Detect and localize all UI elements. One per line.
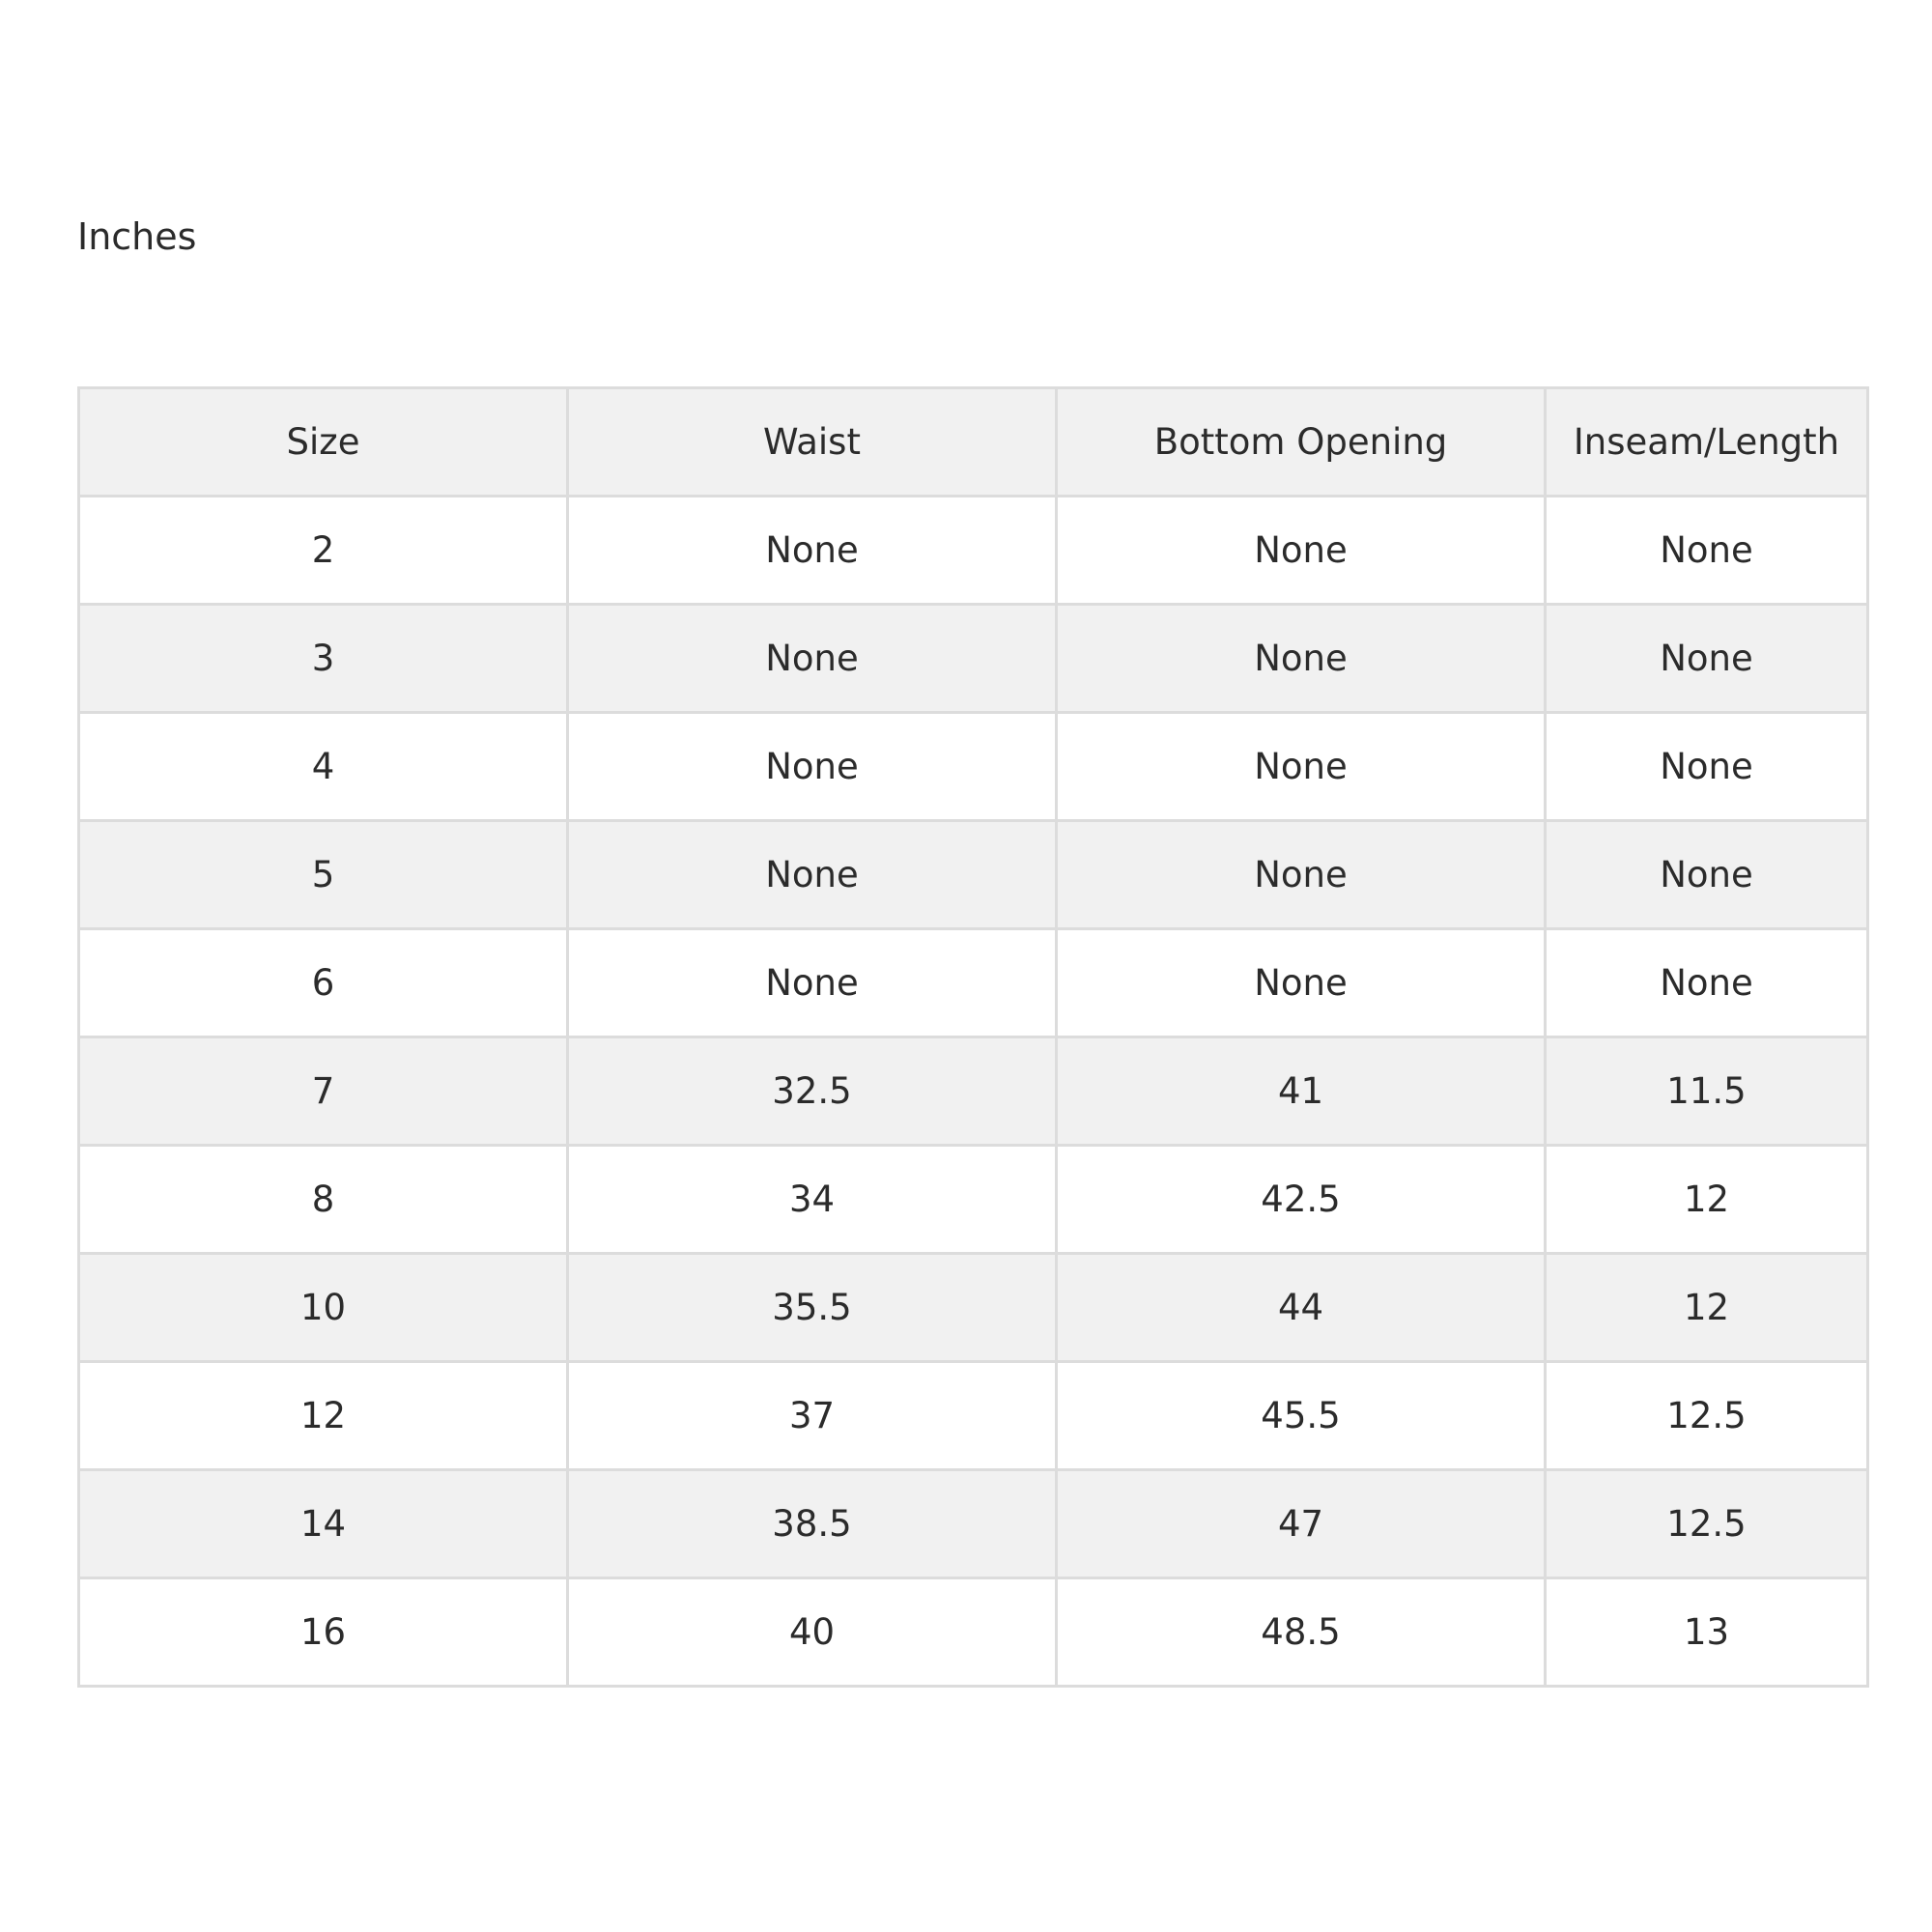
- cell-size: 12: [79, 1362, 568, 1470]
- table-header: [79, 388, 1868, 497]
- table-row: [79, 497, 1868, 605]
- cell-inseam-length: None: [1546, 497, 1868, 605]
- cell-bottom-opening: 45.5: [1057, 1362, 1546, 1470]
- unit-label: Inches: [77, 215, 197, 258]
- cell-bottom-opening: None: [1057, 497, 1546, 605]
- cell-size: 8: [79, 1146, 568, 1254]
- table-row: [79, 1362, 1868, 1470]
- table-row: [79, 713, 1868, 821]
- cell-bottom-opening: 44: [1057, 1254, 1546, 1362]
- cell-size: 3: [79, 605, 568, 713]
- cell-bottom-opening: 41: [1057, 1037, 1546, 1146]
- header-bottom-opening: Bottom Opening: [1057, 388, 1546, 497]
- cell-bottom-opening: 47: [1057, 1470, 1546, 1578]
- cell-waist: None: [568, 497, 1057, 605]
- table-row: [79, 1037, 1868, 1146]
- cell-waist: 32.5: [568, 1037, 1057, 1146]
- cell-size: 4: [79, 713, 568, 821]
- cell-bottom-opening: None: [1057, 605, 1546, 713]
- header-size: Size: [79, 388, 568, 497]
- cell-inseam-length: 11.5: [1546, 1037, 1868, 1146]
- cell-waist: None: [568, 713, 1057, 821]
- cell-size: 16: [79, 1578, 568, 1687]
- cell-bottom-opening: None: [1057, 821, 1546, 929]
- cell-size: 5: [79, 821, 568, 929]
- cell-size: 10: [79, 1254, 568, 1362]
- cell-size: 14: [79, 1470, 568, 1578]
- table-row: [79, 1146, 1868, 1254]
- header-inseam-length: Inseam/Length: [1546, 388, 1868, 497]
- table-row: [79, 1470, 1868, 1578]
- table-row: [79, 929, 1868, 1037]
- cell-inseam-length: 12: [1546, 1146, 1868, 1254]
- cell-bottom-opening: 48.5: [1057, 1578, 1546, 1687]
- cell-waist: None: [568, 929, 1057, 1037]
- cell-size: 6: [79, 929, 568, 1037]
- cell-waist: 38.5: [568, 1470, 1057, 1578]
- header-row: [79, 388, 1868, 497]
- cell-waist: 35.5: [568, 1254, 1057, 1362]
- cell-bottom-opening: 42.5: [1057, 1146, 1546, 1254]
- size-chart-table: [77, 386, 1869, 1688]
- table-row: [79, 1254, 1868, 1362]
- cell-bottom-opening: None: [1057, 713, 1546, 821]
- table-row: [79, 605, 1868, 713]
- cell-inseam-length: 13: [1546, 1578, 1868, 1687]
- table-body: [79, 497, 1868, 1687]
- cell-inseam-length: 12: [1546, 1254, 1868, 1362]
- cell-inseam-length: None: [1546, 605, 1868, 713]
- cell-bottom-opening: None: [1057, 929, 1546, 1037]
- header-waist: Waist: [568, 388, 1057, 497]
- table-row: [79, 821, 1868, 929]
- cell-size: 7: [79, 1037, 568, 1146]
- cell-inseam-length: None: [1546, 929, 1868, 1037]
- cell-size: 2: [79, 497, 568, 605]
- cell-waist: None: [568, 605, 1057, 713]
- cell-inseam-length: 12.5: [1546, 1470, 1868, 1578]
- cell-inseam-length: None: [1546, 821, 1868, 929]
- table-row: [79, 1578, 1868, 1687]
- cell-inseam-length: None: [1546, 713, 1868, 821]
- cell-waist: 40: [568, 1578, 1057, 1687]
- cell-waist: 34: [568, 1146, 1057, 1254]
- cell-inseam-length: 12.5: [1546, 1362, 1868, 1470]
- cell-waist: 37: [568, 1362, 1057, 1470]
- cell-waist: None: [568, 821, 1057, 929]
